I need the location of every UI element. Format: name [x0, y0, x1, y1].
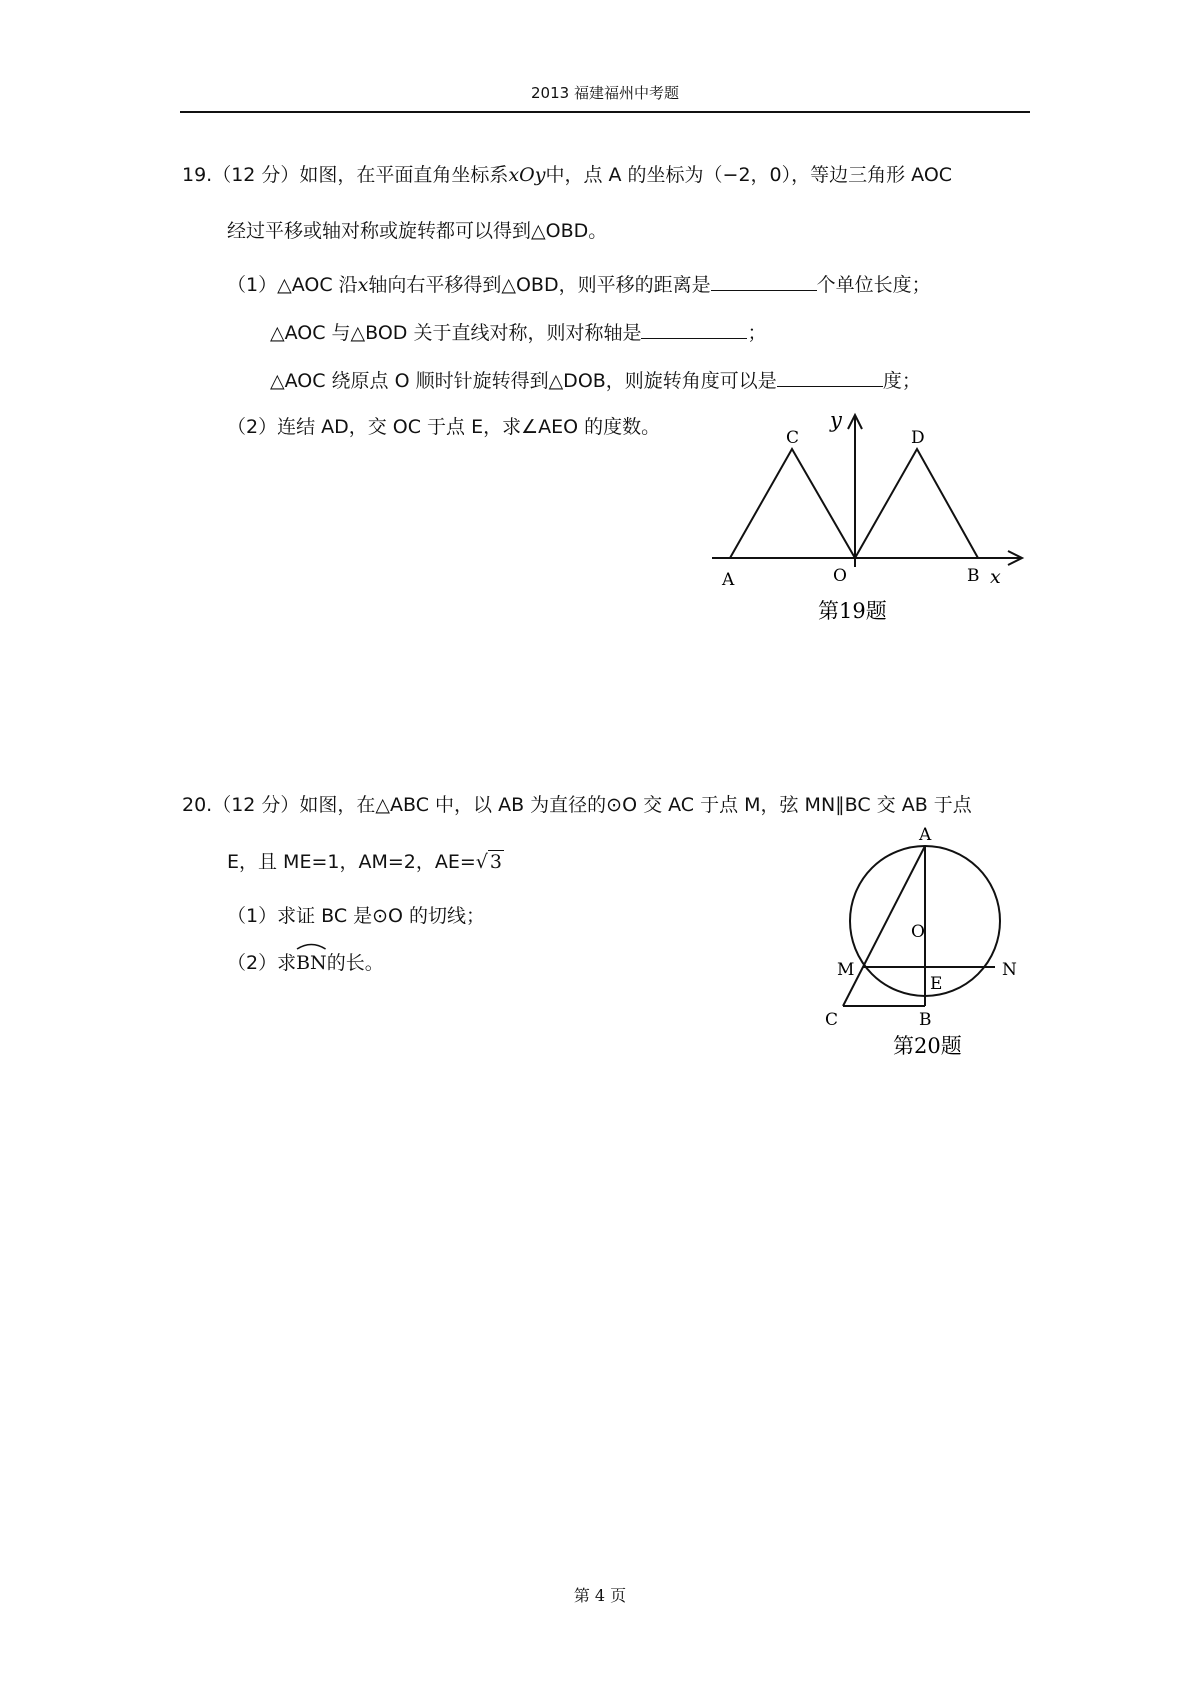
- q20-diagram: [815, 803, 1030, 1073]
- q19-part1-mid: 轴向右平移得到△OBD，则平移的距离是: [368, 274, 711, 296]
- q19-part1c: [270, 366, 921, 394]
- label-b: B: [919, 1010, 932, 1030]
- q19-part1c-text: △AOC 绕原点 O 顺时针旋转得到△DOB，则旋转角度可以是: [270, 370, 777, 392]
- q20-part2: [227, 950, 384, 976]
- label-d: D: [911, 428, 925, 448]
- label-m: M: [837, 960, 855, 980]
- q20-line2: [227, 849, 504, 875]
- q19-line1: [182, 162, 952, 188]
- q19-figure-caption: 第19题: [818, 599, 887, 623]
- label-x: x: [990, 566, 1001, 588]
- q19-part1: [227, 270, 931, 298]
- q19-line2: 经过平移或轴对称或旋转都可以得到△OBD。: [227, 220, 608, 242]
- triangle-aoc: [730, 449, 855, 558]
- label-y: y: [830, 408, 842, 432]
- page-header: 2013 福建福州中考题: [531, 84, 679, 102]
- header-rule: [180, 111, 1030, 113]
- q20-part2-prefix: （2）求: [227, 952, 297, 974]
- label-c: C: [786, 428, 800, 448]
- label-o: O: [911, 922, 925, 942]
- label-a: A: [919, 825, 932, 845]
- q19-part1-prefix: （1）△AOC 沿: [227, 274, 358, 296]
- q19-part2: （2）连结 AD，交 OC 于点 E，求∠AEO 的度数。: [227, 416, 661, 438]
- q19-part1b: [270, 318, 767, 346]
- answer-blank-distance[interactable]: [711, 270, 817, 291]
- q19-diagram: [700, 405, 1040, 630]
- q19-line1-prefix: 19.（12 分）如图，在平面直角坐标系: [182, 164, 509, 186]
- q19-figure: [700, 405, 1040, 634]
- arc-bn: [296, 950, 327, 976]
- q19-part1c-suffix: 度；: [882, 370, 921, 392]
- arc-mark-icon: [296, 940, 327, 950]
- q19-var-x: x: [357, 274, 369, 296]
- label-b: B: [967, 566, 980, 586]
- q20-figure: [815, 803, 1030, 1077]
- q19-part1b-text: △AOC 与△BOD 关于直线对称，则对称轴是: [270, 322, 642, 344]
- q20-line1: 20.（12 分）如图，在△ABC 中，以 AB 为直径的⊙O 交 AC 于点 M，弦 MN∥BC 交 AB 于点: [182, 794, 972, 816]
- sqrt-expression: √ 3: [475, 851, 502, 873]
- arc-bn-label: BN: [296, 952, 327, 974]
- sqrt-radicand: 3: [489, 851, 502, 873]
- answer-blank-angle[interactable]: [777, 366, 883, 387]
- label-o: O: [833, 566, 847, 586]
- answer-blank-axis[interactable]: [641, 318, 747, 339]
- page-footer: 第 4 页: [573, 1586, 627, 1605]
- q20-line2-prefix: E，且 ME=1，AM=2，AE=: [227, 851, 476, 873]
- triangle-obd: [855, 449, 978, 558]
- q20-figure-caption: 第20题: [893, 1034, 962, 1058]
- q19-line1-suffix: 中，点 A 的坐标为（−2，0），等边三角形 AOC: [545, 164, 953, 186]
- label-e: E: [930, 974, 943, 994]
- label-n: N: [1002, 960, 1017, 980]
- label-c: C: [825, 1010, 839, 1030]
- q19-var-xoy: xOy: [508, 164, 546, 186]
- q19-part1-suffix: 个单位长度；: [816, 274, 931, 296]
- q20-part2-suffix: 的长。: [326, 952, 384, 974]
- label-a: A: [722, 570, 735, 590]
- q19-part1b-suffix: ；: [747, 322, 767, 344]
- q20-part1: （1）求证 BC 是⊙O 的切线；: [227, 905, 486, 927]
